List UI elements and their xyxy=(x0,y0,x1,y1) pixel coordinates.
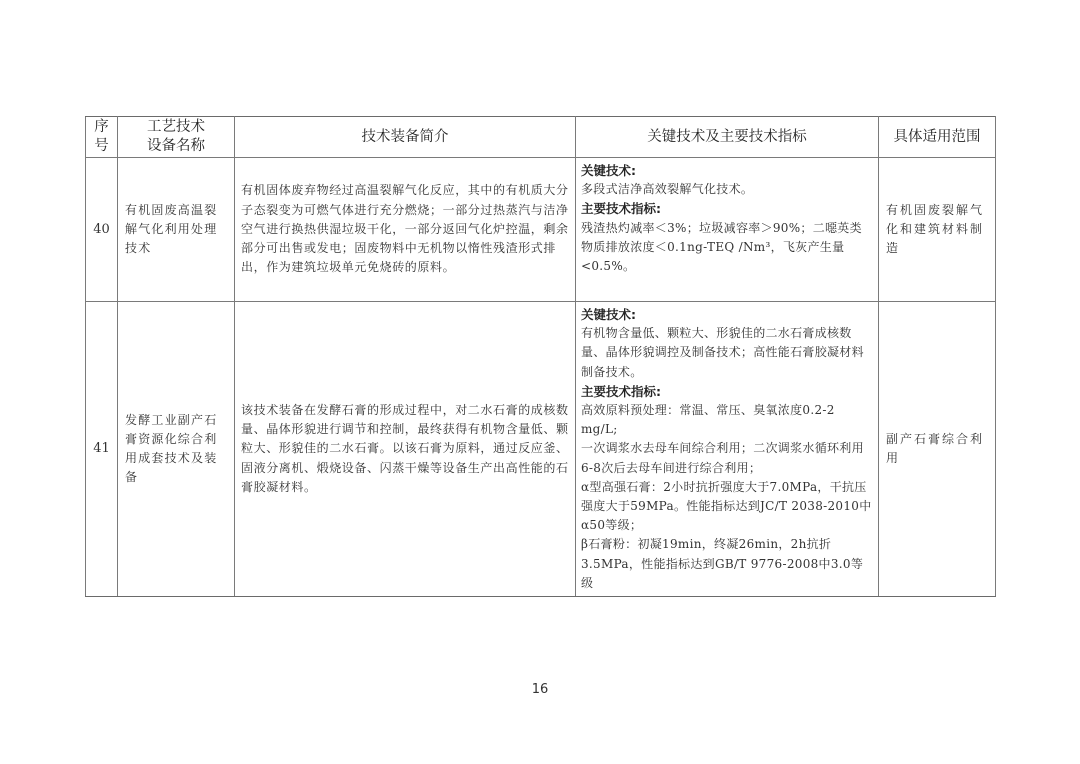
header-serial-number: 序 号 xyxy=(86,117,118,158)
row-equipment-name: 发酵工业副产石膏资源化综合利用成套技术及装备 xyxy=(118,302,235,597)
row-serial-number: 40 xyxy=(86,158,118,302)
key-tech-label: 关键技术: xyxy=(581,307,636,322)
row-applicable-scope: 有机固废裂解气化和建筑材料制造 xyxy=(879,158,996,302)
page-number: 16 xyxy=(531,682,549,697)
indicators-label: 主要技术指标: xyxy=(581,201,661,217)
table-row xyxy=(86,302,996,597)
header-key-technology: 关键技术及主要技术指标 xyxy=(576,117,879,158)
header-equipment-name: 工艺技术 设备名称 xyxy=(118,117,235,158)
indicator-item: 一次调浆水去母车间综合利用；二次调浆水循环利用6-8次后去母车间进行综合利用； xyxy=(581,441,864,475)
key-tech-label: 关键技术: xyxy=(581,163,636,178)
table-row xyxy=(86,158,996,302)
row-key-technology xyxy=(576,158,879,302)
header-applicable-scope: 具体适用范围 xyxy=(879,117,996,158)
key-tech-text: 有机物含量低、颗粒大、形貌佳的二水石膏成核数量、晶体形貌调控及制备技术；高性能石膏胶凝材料制备技术。 xyxy=(581,326,864,379)
indicators-label: 主要技术指标: xyxy=(581,383,661,399)
row-equipment-intro: 该技术装备在发酵石膏的形成过程中，对二水石膏的成核数量、晶体形貌进行调节和控制，最终获得有机物含量低、颗粒大、形貌佳的二水石膏。以该石膏为原料，通过反应釜、固液分离机、煅烧设备、闪蒸干燥等设备生产出高性能的石膏胶凝材料。 xyxy=(235,302,576,597)
row-applicable-scope: 副产石膏综合利用 xyxy=(879,302,996,597)
indicator-item: α型高强石膏：2小时抗折强度大于7.0MPa，干抗压强度大于59MPa。性能指标达到JC/T 2038-2010中α50等级； xyxy=(581,479,872,533)
table-header-row xyxy=(86,117,996,158)
row-serial-number: 41 xyxy=(86,302,118,597)
header-equipment-intro: 技术装备简介 xyxy=(235,117,576,158)
indicator-item: 残渣热灼减率＜3%；垃圾减容率＞90%；二噁英类物质排放浓度＜0.1ng-TEQ /Nm³，飞灰产生量<0.5%。 xyxy=(581,220,862,274)
indicator-item: 高效原料预处理：常温、常压、臭氧浓度0.2-2 mg/L; xyxy=(581,403,835,437)
row-equipment-intro: 有机固体废弃物经过高温裂解气化反应，其中的有机质大分子态裂变为可燃气体进行充分燃烧；一部分过热蒸汽与洁净空气进行换热供湿垃圾干化，一部分返回气化炉控温，剩余部分可出售或发电；固废物料中无机物以惰性残渣形式排出，作为建筑垃圾单元免烧砖的原料。 xyxy=(235,158,576,302)
technology-catalog-table xyxy=(85,116,996,597)
row-key-technology xyxy=(576,302,879,597)
row-equipment-name: 有机固废高温裂解气化利用处理技术 xyxy=(118,158,235,302)
key-tech-text: 多段式洁净高效裂解气化技术。 xyxy=(581,182,754,197)
indicator-item: β石膏粉：初凝19min，终凝26min，2h抗折3.5MPa，性能指标达到GB/T 9776-2008中3.0等级 xyxy=(581,537,864,590)
